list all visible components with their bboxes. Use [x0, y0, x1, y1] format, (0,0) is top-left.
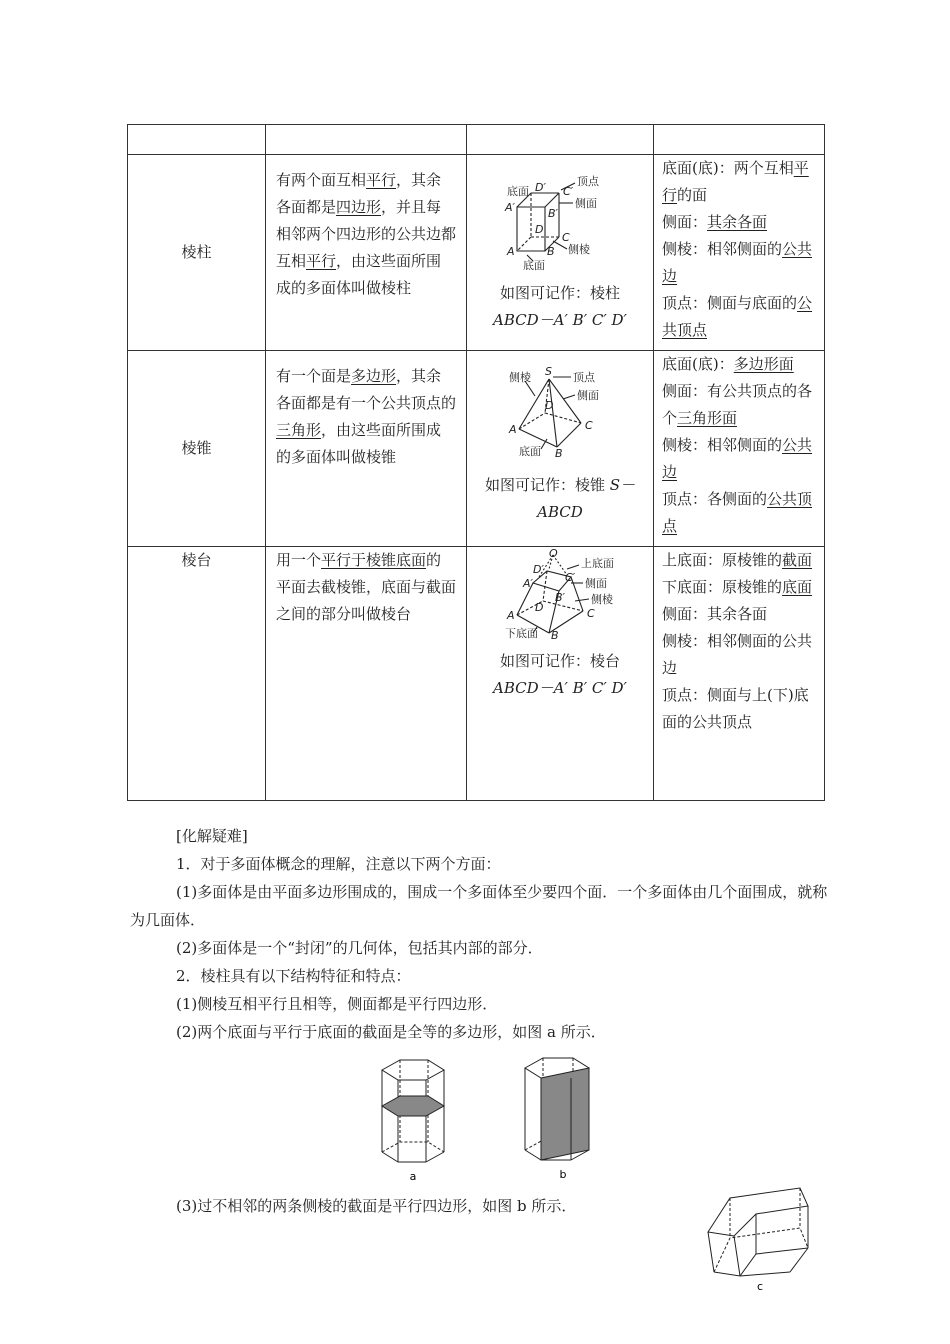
property-line: 上底面：原棱锥的截面: [662, 551, 813, 569]
label-d: D: [535, 601, 544, 614]
property-line: 侧面：其余各面: [662, 213, 768, 231]
property-line: 侧面：其余各面: [662, 605, 768, 623]
table-row: [128, 547, 825, 801]
underlined-term: 四边形: [336, 198, 382, 216]
definition-cell: 有一个面是多边形，其余各面都是有一个公共顶点的三角形，由这些面所围成的多面体叫做棱锥: [266, 351, 467, 547]
label-a: A: [507, 609, 515, 622]
label-a: A: [507, 245, 515, 258]
table-row: [128, 351, 825, 547]
property-line: 底面(底)：两个互相平行的面: [662, 159, 809, 204]
label-a: A: [509, 423, 517, 436]
figure-cell: [467, 351, 654, 547]
note-paragraph: (2)两个底面与平行于底面的截面是全等的多边形，如图 a 所示．: [176, 1023, 606, 1041]
underlined-term: 三角形: [276, 421, 322, 439]
label-d: D: [545, 399, 554, 412]
header-cell: [128, 125, 266, 155]
label-b1: B′: [548, 207, 559, 220]
underlined-term: 平行: [366, 171, 397, 189]
property-line: 顶点：侧面与上(下)底面的公共顶点: [662, 686, 809, 731]
figure-b-label: b: [559, 1168, 567, 1181]
definition-cell: [266, 155, 467, 351]
figure-caption: 如图可记作：棱锥: [484, 476, 605, 494]
label-a1: A′: [505, 201, 516, 214]
label-lateral-edge: 侧棱: [568, 243, 590, 256]
text: ，其余各面都是: [276, 171, 442, 216]
figure-a-label: a: [409, 1170, 417, 1183]
note-paragraph: (1)侧棱互相平行且相等，侧面都是平行四边形．: [176, 995, 498, 1013]
note-paragraph: 2．棱柱具有以下结构特征和特点：: [176, 967, 411, 985]
properties-cell: [654, 547, 825, 801]
definition-cell: 用一个平行于棱锥底面的平面去截棱锥，底面与截面之间的部分叫做棱台: [266, 547, 467, 801]
label-c1: C′: [565, 571, 576, 584]
row-name: 棱台: [128, 547, 266, 801]
header-cell: [266, 125, 467, 155]
label-vertex: 顶点: [573, 371, 595, 384]
label-d1: D′: [535, 181, 546, 194]
figure-c-label: c: [756, 1280, 764, 1293]
label-b1: B′: [555, 591, 566, 604]
label-b: B: [551, 629, 559, 639]
figure-a-hexagonal-prism: [372, 1056, 462, 1186]
figure-cell: [467, 155, 654, 351]
label-base-bottom: 底面: [523, 259, 545, 271]
label-o: O: [549, 547, 558, 560]
label-s: S: [545, 365, 552, 378]
text: 有两个面互相: [276, 171, 367, 189]
properties-cell: [654, 351, 825, 547]
label-b: B: [555, 447, 563, 460]
figure-notation: S－ABCD: [537, 476, 636, 521]
label-upper-base: 上底面: [581, 557, 614, 570]
underlined-term: 平行于棱锥底面: [321, 551, 427, 569]
label-lateral-face: 侧面: [577, 389, 599, 402]
label-c: C: [562, 231, 570, 244]
note-paragraph: 1．对于多面体概念的理解，注意以下两个方面：: [176, 855, 501, 873]
notes-heading: [化解疑难]: [176, 827, 248, 845]
underlined-term: 平行: [306, 252, 337, 270]
label-lateral-face: 侧面: [575, 197, 597, 210]
table-header-row: [128, 125, 825, 155]
label-lateral-edge: 侧棱: [509, 371, 531, 384]
note-paragraph: (3)过不相邻的两条侧棱的截面是平行四边形，如图 b 所示．: [176, 1197, 577, 1215]
property-line: 侧棱：相邻侧面的公共边: [662, 436, 813, 481]
property-line: 侧棱：相邻侧面的公共边: [662, 240, 813, 285]
label-vertex: 顶点: [577, 175, 599, 188]
label-d: D: [535, 223, 544, 236]
properties-cell: [654, 155, 825, 351]
figure-caption: 如图可记作：棱柱: [499, 284, 620, 302]
label-base-top: 底面: [507, 185, 529, 198]
note-paragraph: (1)多面体是由平面多边形围成的，围成一个多面体至少要四个面．一个多面体由几个面围成，就称为几面体．: [130, 883, 828, 929]
text: ，并且每相邻两个四边形的公共边都互相: [276, 198, 457, 270]
property-line: 侧棱：相邻侧面的公共边: [662, 632, 813, 677]
pyramid-figure: [467, 351, 653, 463]
property-line: 侧面：有公共顶点的各个三角形面: [662, 382, 813, 427]
header-cell: [467, 125, 654, 155]
figure-b-hexagonal-prism: [515, 1052, 607, 1186]
figure-c-oblique-prism: [700, 1184, 820, 1294]
header-cell: [654, 125, 825, 155]
label-lower-base: 下底面: [505, 627, 538, 639]
figure-cell: [467, 547, 654, 801]
figure-caption: 如图可记作：棱台: [499, 652, 620, 670]
frustum-figure: [467, 547, 653, 639]
label-lateral-edge: 侧棱: [591, 593, 613, 606]
figure-notation: ABCD－A′ B′ C′ D′: [493, 311, 627, 329]
property-line: 底面(底)：多边形面: [662, 355, 794, 373]
figure-notation: ABCD－A′ B′ C′ D′: [493, 679, 627, 697]
text: ，由这些面所围成的多面体叫做棱柱: [276, 252, 442, 297]
property-line: 下底面：原棱锥的底面: [662, 578, 813, 596]
note-paragraph: (2)多面体是一个“封闭”的几何体，包括其内部的部分．: [176, 939, 543, 957]
label-lateral-face: 侧面: [585, 577, 607, 590]
row-name: 棱锥: [128, 351, 266, 547]
row-name: 棱柱: [128, 155, 266, 351]
label-a1: A′: [523, 577, 534, 590]
underlined-term: 多边形: [351, 367, 397, 385]
label-b: B: [547, 245, 555, 258]
label-c1: C′: [563, 185, 574, 198]
polyhedra-table: [127, 124, 825, 801]
label-c: C: [587, 607, 595, 620]
prism-figure: [467, 155, 653, 271]
property-line: 顶点：各侧面的公共顶点: [662, 490, 813, 535]
label-base: 底面: [519, 445, 541, 458]
property-line: 顶点：侧面与底面的公共顶点: [662, 294, 813, 339]
table-row: [128, 155, 825, 351]
label-c: C: [585, 419, 593, 432]
label-d1: D′: [533, 563, 544, 576]
